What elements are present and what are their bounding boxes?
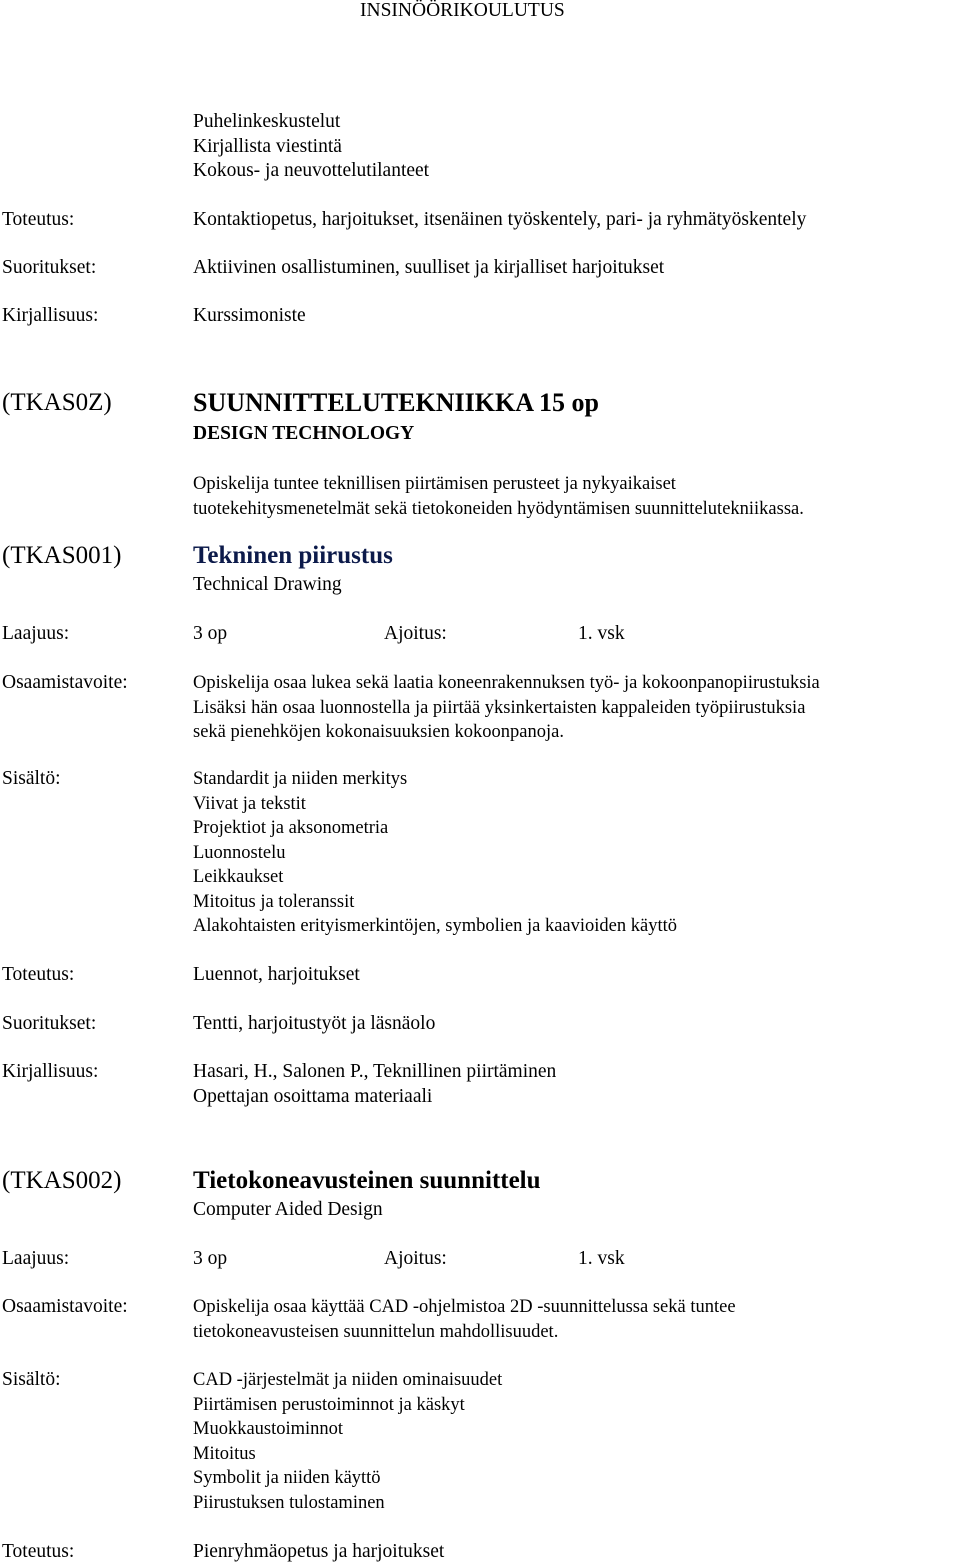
implementation-label: Toteutus: bbox=[2, 1541, 75, 1562]
goals-label: Osaamistavoite: bbox=[2, 1296, 128, 1317]
module-subtitle: DESIGN TECHNOLOGY bbox=[193, 423, 415, 444]
course-subtitle: Computer Aided Design bbox=[193, 1199, 383, 1220]
list-item: Symbolit ja niiden käyttö bbox=[193, 1468, 381, 1488]
list-item: Luonnostelu bbox=[193, 842, 286, 863]
literature-value: Kurssimoniste bbox=[193, 305, 306, 326]
module-title: SUUNNITTELUTEKNIIKKA 15 op bbox=[193, 388, 599, 417]
course-code: (TKAS001) bbox=[2, 542, 122, 569]
list-item: Leikkaukset bbox=[193, 867, 284, 887]
module-description bbox=[193, 472, 804, 521]
course-title: Tietokoneavusteinen suunnittelu bbox=[193, 1167, 541, 1194]
list-item: Mitoitus ja toleranssit bbox=[193, 891, 355, 912]
timing-value: 1. vsk bbox=[578, 623, 625, 644]
content-label: Sisältö: bbox=[2, 1369, 61, 1390]
implementation-value: Kontaktiopetus, harjoitukset, itsenäinen työskentely, pari- ja ryhmätyöskentely bbox=[193, 209, 807, 230]
goal-line: Opiskelija osaa käyttää CAD -ohjelmistoa 2D -suunnittelussa sekä tuntee bbox=[193, 1297, 736, 1317]
list-item: Standardit ja niiden merkitys bbox=[193, 769, 408, 789]
scope-label: Laajuus: bbox=[2, 623, 70, 644]
scope-value: 3 op bbox=[193, 623, 228, 644]
literature-label: Kirjallisuus: bbox=[2, 1061, 99, 1082]
literature-list bbox=[193, 1060, 556, 1109]
content-list bbox=[193, 767, 677, 939]
content-list bbox=[193, 1368, 502, 1515]
description-line: Opiskelija tuntee teknillisen piirtämisen perusteet ja nykyaikaiset bbox=[193, 474, 676, 494]
scope-label: Laajuus: bbox=[2, 1248, 70, 1269]
completion-label: Suoritukset: bbox=[2, 1013, 97, 1034]
list-item: Projektiot ja aksonometria bbox=[193, 818, 389, 838]
module-code: (TKAS0Z) bbox=[2, 389, 112, 416]
list-item: Opettajan osoittama materiaali bbox=[193, 1085, 433, 1107]
list-item: Viivat ja tekstit bbox=[193, 793, 306, 814]
course-title: Tekninen piirustus bbox=[193, 542, 393, 569]
scope-value: 3 op bbox=[193, 1248, 228, 1269]
course-subtitle: Technical Drawing bbox=[193, 574, 342, 595]
literature-label: Kirjallisuus: bbox=[2, 305, 99, 326]
prev-content-list bbox=[193, 110, 429, 184]
implementation-value: Luennot, harjoitukset bbox=[193, 964, 360, 985]
implementation-label: Toteutus: bbox=[2, 209, 75, 230]
course-code: (TKAS002) bbox=[2, 1167, 122, 1194]
timing-label: Ajoitus: bbox=[384, 623, 447, 644]
list-item: Kirjallista viestintä bbox=[193, 135, 342, 157]
content-label: Sisältö: bbox=[2, 768, 61, 789]
goal-line: sekä pienehköjen kokonaisuuksien kokoonpanoja. bbox=[193, 722, 564, 742]
goals-label: Osaamistavoite: bbox=[2, 672, 128, 693]
page-header: INSINÖÖRIKOULUTUS bbox=[360, 0, 565, 21]
list-item: Mitoitus bbox=[193, 1443, 256, 1464]
list-item: CAD -järjestelmät ja niiden ominaisuudet bbox=[193, 1370, 503, 1390]
goal-line: Lisäksi hän osaa luonnostella ja piirtää yksinkertaisten kappaleiden työpiirustuksia bbox=[193, 697, 806, 718]
completion-value: Aktiivinen osallistuminen, suulliset ja kirjalliset harjoitukset bbox=[193, 257, 665, 278]
list-item: Piirtämisen perustoiminnot ja käskyt bbox=[193, 1394, 465, 1415]
goals-text bbox=[193, 1295, 736, 1344]
completion-value: Tentti, harjoitustyöt ja läsnäolo bbox=[193, 1013, 436, 1034]
goal-line: tietokoneavusteisen suunnittelun mahdollisuudet. bbox=[193, 1321, 559, 1342]
description-line: tuotekehitysmenetelmät sekä tietokoneiden hyödyntämisen suunnittelutekniikassa. bbox=[193, 498, 804, 519]
goals-text bbox=[193, 671, 820, 745]
list-item: Muokkaustoiminnot bbox=[193, 1419, 344, 1439]
implementation-label: Toteutus: bbox=[2, 964, 75, 985]
completion-label: Suoritukset: bbox=[2, 257, 97, 278]
list-item: Kokous- ja neuvottelutilanteet bbox=[193, 160, 430, 181]
list-item: Piirustuksen tulostaminen bbox=[193, 1492, 385, 1513]
list-item: Puhelinkeskustelut bbox=[193, 111, 341, 132]
timing-label: Ajoitus: bbox=[384, 1248, 447, 1269]
list-item: Alakohtaisten erityismerkintöjen, symbolien ja kaavioiden käyttö bbox=[193, 916, 677, 936]
list-item: Hasari, H., Salonen P., Teknillinen piirtäminen bbox=[193, 1061, 557, 1082]
timing-value: 1. vsk bbox=[578, 1248, 625, 1269]
implementation-value: Pienryhmäopetus ja harjoitukset bbox=[193, 1541, 445, 1562]
goal-line: Opiskelija osaa lukea sekä laatia koneenrakennuksen työ- ja kokoonpanopiirustuksia bbox=[193, 673, 820, 693]
